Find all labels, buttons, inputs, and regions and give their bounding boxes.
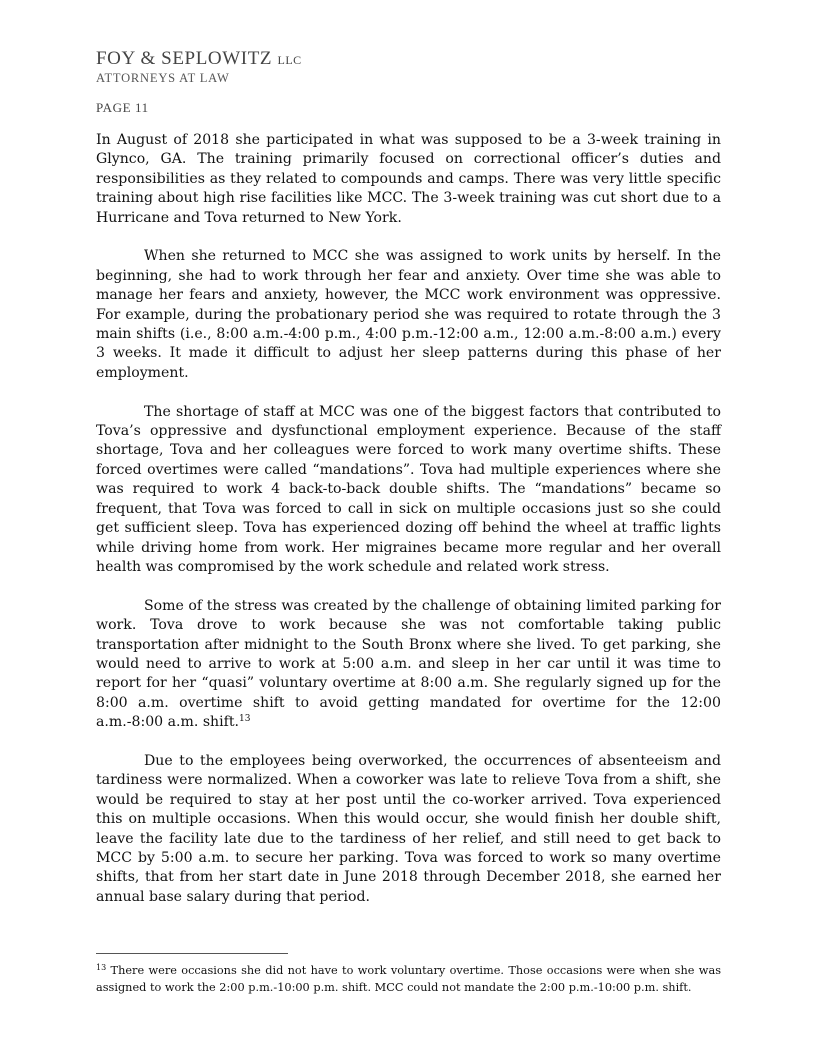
paragraph-1: In August of 2018 she participated in what was supposed to be a 3-week training in Glynco, GA. The training primarily focused on correctional officer’s duties and responsibilities as they related to compounds and camps. There was very little specific training about high rise facilities like MCC. The 3-week training was cut short due to a Hurricane and Tova returned to New York.	[96, 132, 721, 226]
paragraph-2: When she returned to MCC she was assigned to work units by herself. In the beginning, she had to work through her fear and anxiety. Over time she was able to manage her fears and anxiety, however, the MCC work environment was oppressive. For example, during the probationary period she was required to rotate through the 3 main shifts (i.e., 8:00 a.m.-4:00 p.m., 4:00 p.m.-12:00 a.m., 12:00 a.m.-8:00 a.m.) every 3 weeks. It made it difficult to adjust her sleep patterns during this phase of her employment.	[96, 248, 721, 381]
page-number: PAGE 11	[96, 100, 149, 115]
footnote-reference: 13	[239, 714, 251, 725]
footnote-divider	[96, 953, 288, 954]
letterhead	[96, 48, 302, 85]
footnote	[96, 962, 721, 996]
firm-name	[96, 48, 302, 71]
footnote-text: There were occasions she did not have to work voluntary overtime. Those occasions were when she was assigned to work the 2:00 p.m.-10:00 p.m. shift. MCC could not mandate the 2:00 p.m.-10:00 p.m. shift.	[96, 964, 722, 994]
firm-suffix: LLC	[277, 53, 302, 67]
paragraph-3: The shortage of staff at MCC was one of the biggest factors that contributed to Tova’s oppressive and dysfunctional employment experience. Because of the staff shortage, Tova and her colleagues were forced to work many overtime shifts. These forced overtimes were called “mandations”. Tova had multiple experiences where she was required to work 4 back-to-back double shifts. The “mandations” became so frequent, that Tova was forced to call in sick on multiple occasions just so she could get sufficient sleep. Tova has experienced dozing off behind the wheel at traffic lights while driving home from work. Her migraines became more regular and her overall health was compromised by the work schedule and related work stress.	[96, 403, 721, 575]
firm-subtitle: ATTORNEYS AT LAW	[96, 71, 230, 85]
paragraph-5: Due to the employees being overworked, the occurrences of absenteeism and tardiness were normalized. When a coworker was late to relieve Tova from a shift, she would be required to stay at her post until the co-worker arrived. Tova experienced this on multiple occasions. When this would occur, she would finish her double shift, leave the facility late due to the tardiness of her relief, and still need to get back to MCC by 5:00 a.m. to secure her parking. Tova was forced to work so many overtime shifts, that from her start date in June 2018 through December 2018, she earned her annual base salary during that period.	[96, 752, 721, 905]
letter-body	[96, 131, 721, 927]
paragraph-4	[96, 597, 721, 733]
paragraph-4-text: Some of the stress was created by the challenge of obtaining limited parking for work. Tova drove to work because she was not comfortable taking public transportation after midnight to the South Bronx where she lived. To get parking, she would need to arrive to work at 5:00 a.m. and sleep in her car until it was time to report for her “quasi” voluntary overtime at 8:00 a.m. She regularly signed up for the 8:00 a.m. overtime shift to avoid getting mandated for overtime for the 12:00 a.m.-8:00 a.m. shift.	[96, 597, 721, 731]
firm-name-text: FOY & SEPLOWITZ	[96, 48, 273, 69]
footnote-number: 13	[96, 963, 107, 972]
